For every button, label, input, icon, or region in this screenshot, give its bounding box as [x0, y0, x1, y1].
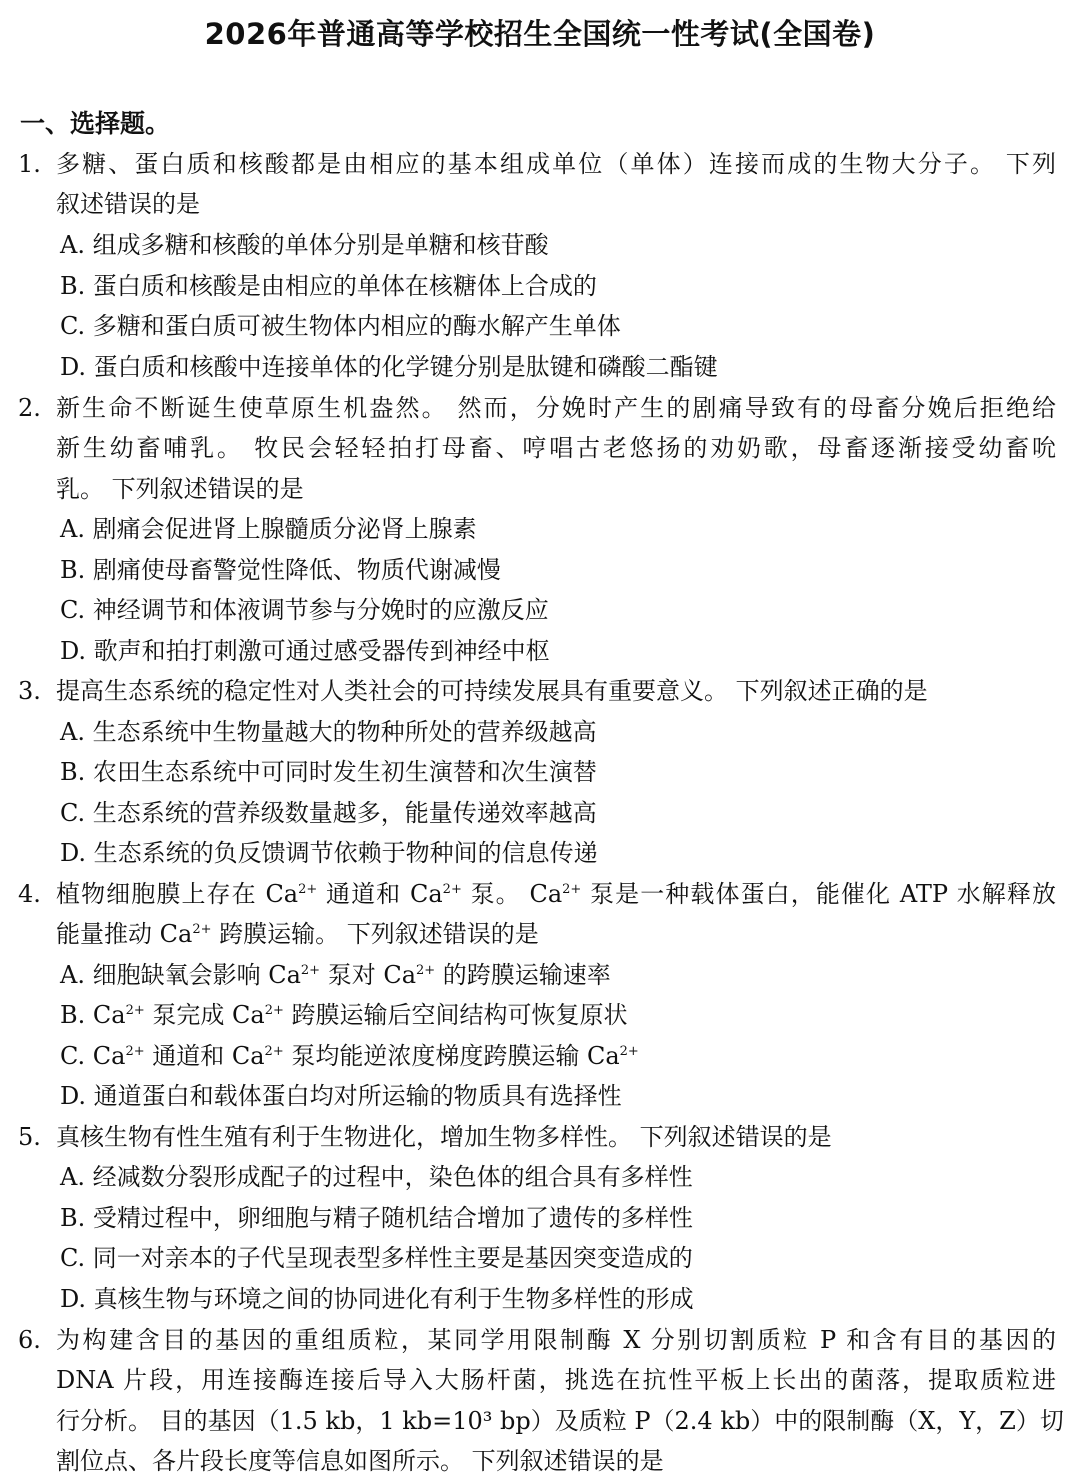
- ion-symbol: Ca: [92, 1001, 126, 1029]
- ion-symbol: Ca: [529, 880, 563, 908]
- option-d: D. 生态系统的负反馈调节依赖于物种间的信息传递: [60, 839, 598, 867]
- question-number: 1.: [18, 150, 41, 178]
- ion-symbol: Ca: [410, 880, 443, 908]
- ion-symbol: Ca: [231, 1042, 265, 1070]
- ion-charge: 2+: [192, 922, 212, 937]
- text-run: 通道和: [317, 880, 410, 908]
- option-b: B. 受精过程中，卵细胞与精子随机结合增加了遗传的多样性: [60, 1204, 693, 1232]
- text-run: 泵均能逆浓度梯度跨膜运输: [283, 1042, 587, 1070]
- option-a: [60, 955, 1050, 995]
- text-run: 植物细胞膜上存在: [56, 880, 266, 908]
- text-run: 泵完成: [144, 1001, 233, 1029]
- question-number: 3.: [18, 677, 41, 705]
- text-run: 泵是一种载体蛋白，能催化 ATP 水解释放: [581, 880, 1056, 908]
- question-stem-line: 提高生态系统的稳定性对人类社会的可持续发展具有重要意义。 下列叙述正确的是: [56, 677, 928, 705]
- exam-title: 2026年普通高等学校招生全国统一性考试(全国卷): [204, 17, 876, 51]
- ion-symbol: Ca: [232, 1001, 265, 1029]
- text-run: 能量推动: [56, 920, 160, 948]
- option-b: B. 农田生态系统中可同时发生初生演替和次生演替: [60, 758, 597, 786]
- option-a: A. 经减数分裂形成配子的过程中，染色体的组合具有多样性: [60, 1163, 693, 1191]
- option-a: A. 剧痛会促进肾上腺髓质分泌肾上腺素: [60, 515, 477, 543]
- text-run: 泵。: [461, 880, 530, 908]
- ion-charge: 2+: [264, 1044, 284, 1059]
- option-d: D. 歌声和拍打刺激可通过感受器传到神经中枢: [60, 637, 550, 665]
- section-heading: 一、选择题。: [20, 109, 171, 138]
- question-stem-line: 新生命不断诞生使草原生机盎然。 然而，分娩时产生的剧痛导致有的母畜分娩后拒绝给: [56, 394, 1056, 422]
- ion-charge: 2+: [300, 963, 321, 978]
- option-a: A. 组成多糖和核酸的单体分别是单糖和核苷酸: [60, 231, 549, 259]
- option-d: D. 蛋白质和核酸中连接单体的化学键分别是肽键和磷酸二酯键: [60, 353, 718, 381]
- ion-charge: 2+: [562, 882, 582, 897]
- option-b: B. 剧痛使母畜警觉性降低、物质代谢减慢: [60, 556, 501, 584]
- question-number: 5.: [18, 1123, 41, 1151]
- option-c: C. 多糖和蛋白质可被生物体内相应的酶水解产生单体: [60, 312, 621, 340]
- text-run: 通道和: [144, 1042, 232, 1070]
- ion-symbol: Ca: [268, 961, 301, 989]
- question-stem-line: 新生幼畜哺乳。 牧民会轻轻拍打母畜、哼唱古老悠扬的劝奶歌，母畜逐渐接受幼畜吮: [56, 434, 1056, 462]
- text-run: 跨膜运输。 下列叙述错误的是: [211, 920, 539, 948]
- ion-symbol: Ca: [383, 961, 416, 989]
- option-d: D. 真核生物与环境之间的协同进化有利于生物多样性的形成: [60, 1285, 694, 1313]
- ion-symbol: Ca: [159, 920, 193, 948]
- ion-charge: 2+: [416, 963, 436, 978]
- ion-symbol: Ca: [92, 1042, 126, 1070]
- option-b: [60, 995, 1050, 1035]
- option-d: D. 通道蛋白和载体蛋白均对所运输的物质具有选择性: [60, 1082, 622, 1110]
- question-stem-line: 乳。 下列叙述错误的是: [56, 475, 304, 503]
- question-stem-line: [56, 874, 1056, 914]
- ion-charge: 2+: [442, 882, 462, 897]
- ion-symbol: Ca: [586, 1042, 620, 1070]
- ion-charge: 2+: [264, 1003, 284, 1018]
- question-number: 4.: [18, 880, 41, 908]
- text-run: A. 细胞缺氧会影响: [60, 961, 269, 989]
- question-number: 6.: [18, 1326, 41, 1354]
- ion-charge: 2+: [125, 1003, 145, 1018]
- text-run: 泵对: [320, 961, 384, 989]
- option-c: [60, 1036, 1050, 1076]
- question-stem-line: 割位点、各片段长度等信息如图所示。 下列叙述错误的是: [56, 1447, 664, 1475]
- question-stem-line: 真核生物有性生殖有利于生物进化，增加生物多样性。 下列叙述错误的是: [56, 1123, 832, 1151]
- question-stem-line: DNA 片段，用连接酶连接后导入大肠杆菌，挑选在抗性平板上长出的菌落，提取质粒进: [56, 1366, 1056, 1394]
- option-a: A. 生态系统中生物量越大的物种所处的营养级越高: [60, 718, 597, 746]
- text-run: 跨膜运输后空间结构可恢复原状: [283, 1001, 628, 1029]
- question-stem-line: [56, 914, 1056, 954]
- ion-charge: 2+: [298, 882, 318, 897]
- option-b: B. 蛋白质和核酸是由相应的单体在核糖体上合成的: [60, 272, 597, 300]
- option-c: C. 神经调节和体液调节参与分娩时的应激反应: [60, 596, 549, 624]
- question-stem-line: 叙述错误的是: [56, 190, 200, 218]
- text-run: 的跨膜运输速率: [435, 961, 611, 989]
- question-stem-line: 为构建含目的基因的重组质粒，某同学用限制酶 X 分别切割质粒 P 和含有目的基因的: [56, 1326, 1056, 1354]
- option-c: C. 生态系统的营养级数量越多，能量传递效率越高: [60, 799, 597, 827]
- text-run: C.: [60, 1042, 93, 1070]
- question-stem-line: 多糖、蛋白质和核酸都是由相应的基本组成单位（单体）连接而成的生物大分子。 下列: [56, 150, 1056, 178]
- text-run: B.: [60, 1001, 93, 1029]
- question-stem-line: 行分析。 目的基因（1.5 kb，1 kb=10³ bp）及质粒 P（2.4 kb）中的限制酶（X，Y，Z）切: [56, 1407, 1064, 1435]
- ion-charge: 2+: [125, 1044, 145, 1059]
- ion-symbol: Ca: [265, 880, 299, 908]
- option-c: C. 同一对亲本的子代呈现表型多样性主要是基因突变造成的: [60, 1244, 693, 1272]
- ion-charge: 2+: [619, 1044, 639, 1059]
- question-number: 2.: [18, 394, 41, 422]
